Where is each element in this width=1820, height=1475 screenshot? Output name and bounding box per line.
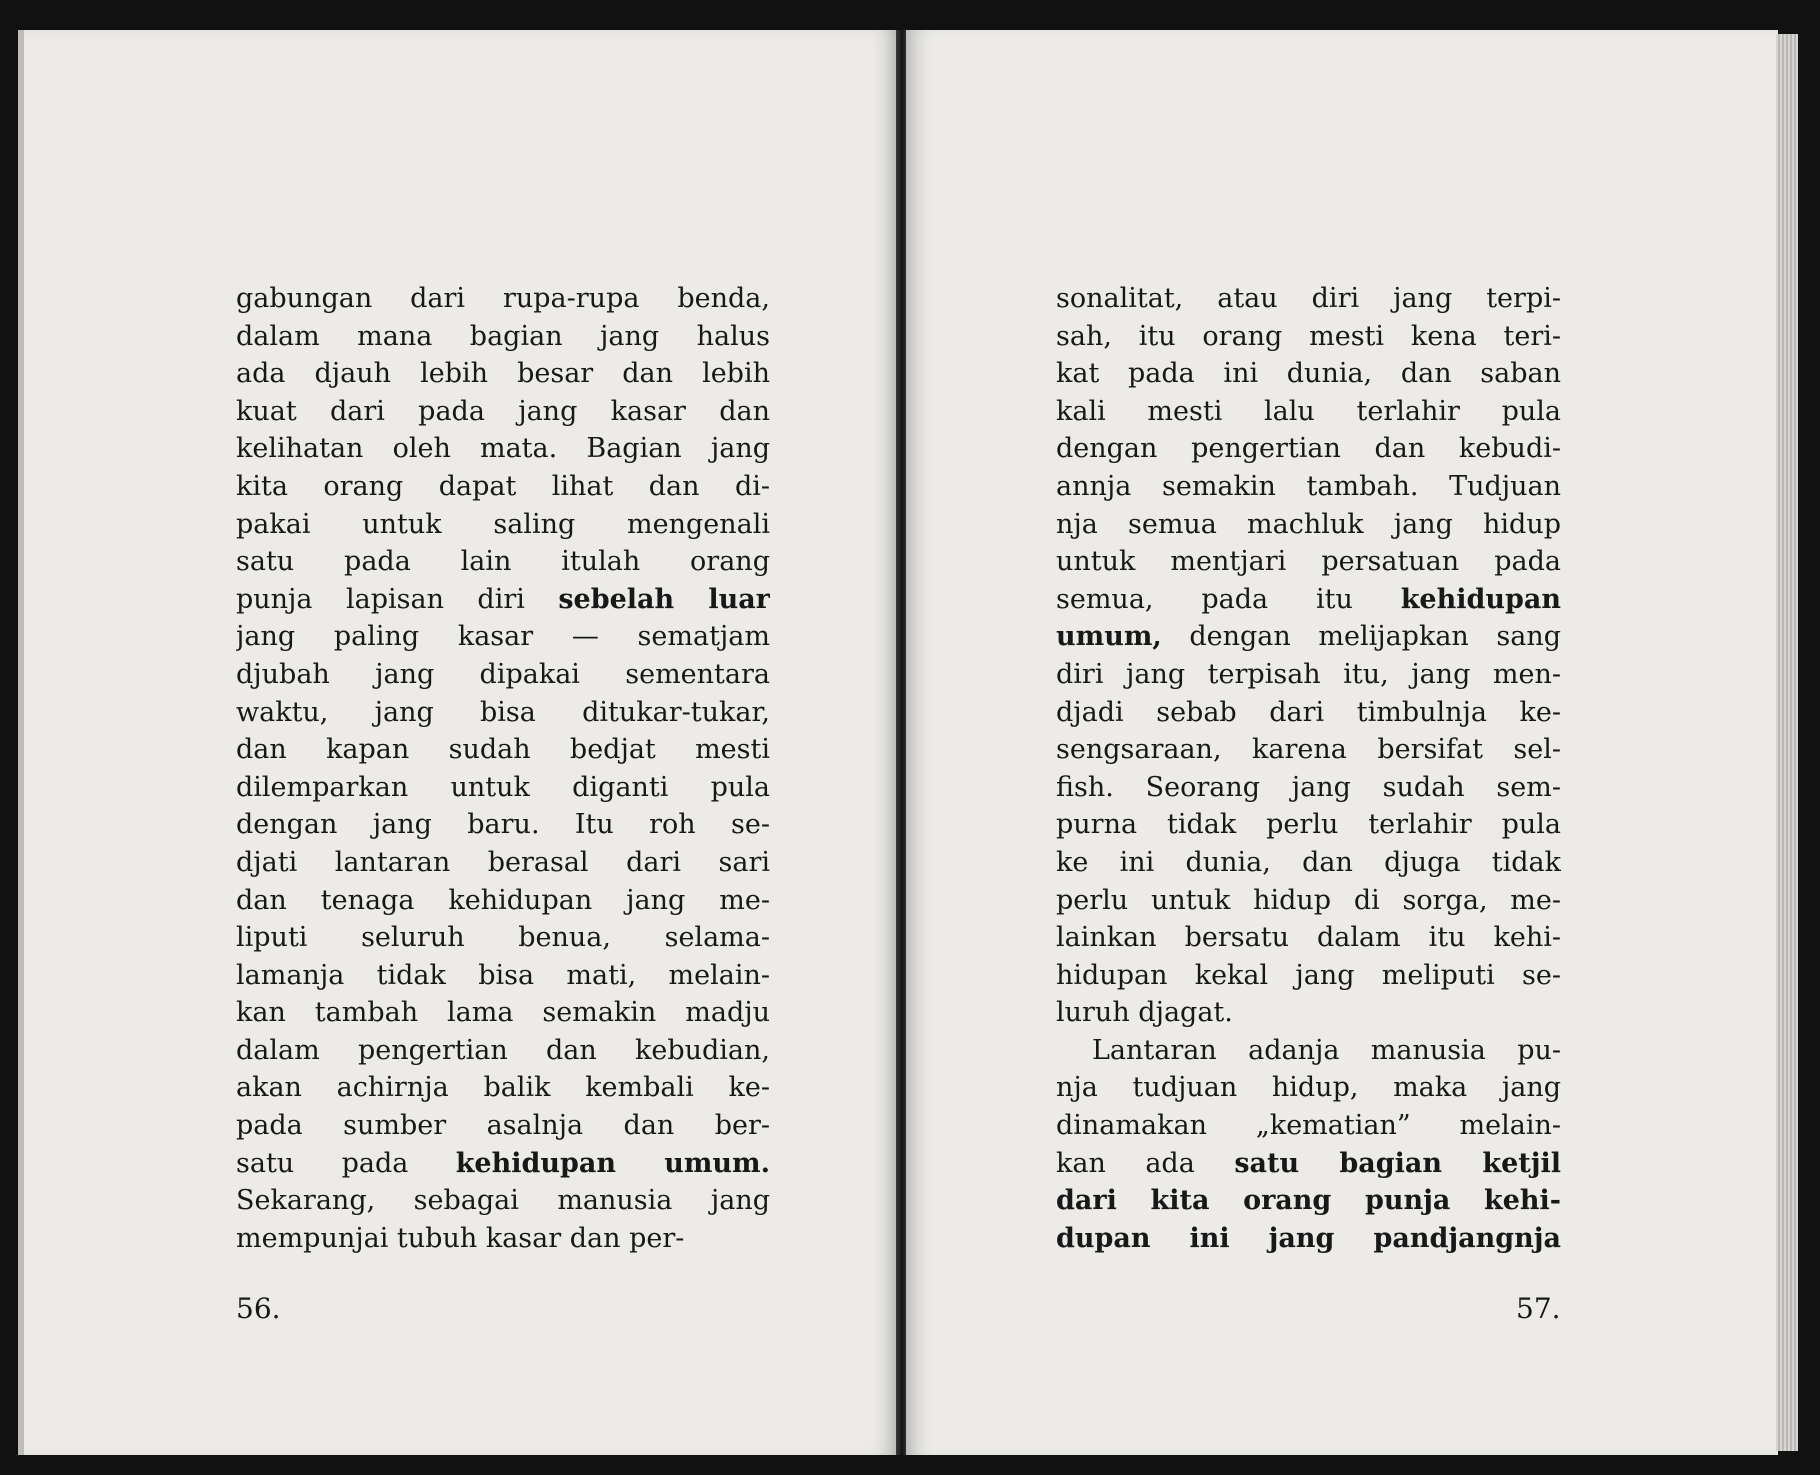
text-segment: sengsaraan, karena bersifat sel- (1056, 734, 1561, 766)
text-line (236, 769, 770, 807)
text-line (1056, 957, 1561, 995)
text-line (236, 581, 770, 619)
text-line (1056, 806, 1561, 844)
text-line (1056, 1145, 1561, 1183)
text-segment: lamanja tidak bisa mati, melain- (236, 959, 770, 991)
text-segment: djati lantaran berasal dari sari (236, 846, 770, 878)
text-line (236, 731, 770, 769)
text-segment: Sekarang, sebagai manusia jang (236, 1185, 770, 1217)
text-line (1056, 430, 1561, 468)
page-stack-edges (1776, 34, 1798, 1451)
text-segment: kat pada ini dunia, dan saban (1056, 358, 1561, 390)
text-segment: perlu untuk hidup di sorga, me- (1056, 884, 1561, 916)
text-segment: pada sumber asalnja dan ber- (236, 1110, 770, 1142)
text-line (1056, 919, 1561, 957)
text-line (236, 1220, 770, 1258)
text-line (236, 957, 770, 995)
text-segment: satu pada (236, 1147, 456, 1179)
bold-text-segment: umum, (1056, 621, 1162, 653)
text-line (1056, 506, 1561, 544)
text-segment: ke ini dunia, dan djuga tidak (1056, 846, 1561, 878)
text-line (236, 430, 770, 468)
left-page-text (236, 280, 770, 1257)
text-line (236, 1145, 770, 1183)
text-line (236, 919, 770, 957)
text-segment: lainkan bersatu dalam itu kehi- (1056, 922, 1561, 954)
text-segment: diri jang terpisah itu, jang men- (1056, 658, 1561, 690)
text-line (236, 318, 770, 356)
text-line (1056, 468, 1561, 506)
text-line (1056, 769, 1561, 807)
text-segment: fish. Seorang jang sudah sem- (1056, 771, 1561, 803)
text-line (1056, 731, 1561, 769)
text-line (1056, 393, 1561, 431)
left-page-number: 56. (236, 1292, 281, 1325)
text-segment: kan tambah lama semakin madju (236, 997, 770, 1029)
text-segment: liputi seluruh benua, selama- (236, 922, 770, 954)
text-line (236, 994, 770, 1032)
text-segment: djadi sebab dari timbulnja ke- (1056, 696, 1561, 728)
text-line (1056, 318, 1561, 356)
right-page-number: 57. (1516, 1292, 1561, 1325)
text-segment: mempunjai tubuh kasar dan per- (236, 1222, 685, 1254)
text-segment: dan tenaga kehidupan jang me- (236, 884, 770, 916)
text-segment: kita orang dapat lihat dan di- (236, 470, 770, 502)
text-segment: nja tudjuan hidup, maka jang (1056, 1072, 1561, 1104)
text-line (1056, 280, 1561, 318)
text-segment: nja semua machluk jang hidup (1056, 508, 1561, 540)
text-segment: dan kapan sudah bedjat mesti (236, 734, 770, 766)
open-book (18, 30, 1798, 1455)
text-segment: jang paling kasar — sematjam (236, 621, 770, 653)
text-segment: dengan pengertian dan kebudi- (1056, 433, 1561, 465)
text-segment: djubah jang dipakai sementara (236, 658, 770, 690)
text-line (1056, 1182, 1561, 1220)
text-segment: dengan melijapkan sang (1161, 621, 1561, 653)
text-line (236, 806, 770, 844)
text-segment: purna tidak perlu terlahir pula (1056, 809, 1561, 841)
text-segment: semua, pada itu (1056, 583, 1401, 615)
text-line (1056, 882, 1561, 920)
left-page-edge (18, 30, 24, 1455)
text-line (1056, 1107, 1561, 1145)
text-line (236, 1107, 770, 1145)
text-segment: hidupan kekal jang meliputi se- (1056, 959, 1561, 991)
text-line (1056, 1032, 1561, 1070)
text-segment: sonalitat, atau diri jang terpi- (1056, 283, 1561, 314)
text-line (236, 844, 770, 882)
text-segment: dinamakan „kematian” melain- (1056, 1110, 1561, 1142)
text-line (236, 543, 770, 581)
text-line (236, 393, 770, 431)
right-page (906, 30, 1778, 1455)
text-segment: ada djauh lebih besar dan lebih (236, 358, 770, 390)
text-line (1056, 694, 1561, 732)
text-segment: waktu, jang bisa ditukar-tukar, (236, 696, 770, 728)
text-segment: gabungan dari rupa-rupa benda, (236, 283, 770, 314)
text-line (1056, 844, 1561, 882)
text-line (236, 1182, 770, 1220)
text-segment: untuk mentjari persatuan pada (1056, 546, 1561, 578)
text-segment: dalam pengertian dan kebudian, (236, 1034, 770, 1066)
text-line (236, 656, 770, 694)
text-line (236, 280, 770, 318)
text-segment: dalam mana bagian jang halus (236, 320, 770, 352)
text-segment: Lantaran adanja manusia pu- (1092, 1034, 1561, 1066)
text-segment: sah, itu orang mesti kena teri- (1056, 320, 1561, 352)
text-line (236, 506, 770, 544)
left-page (18, 30, 898, 1455)
text-line (1056, 618, 1561, 656)
text-line (236, 618, 770, 656)
text-segment: dilemparkan untuk diganti pula (236, 771, 770, 803)
text-segment: luruh djagat. (1056, 997, 1233, 1029)
text-line (1056, 1069, 1561, 1107)
bold-text-segment: kehidupan (1400, 583, 1561, 615)
right-page-text (1056, 280, 1561, 1257)
text-segment: kuat dari pada jang kasar dan (236, 395, 770, 427)
text-line (236, 1032, 770, 1070)
text-line (1056, 656, 1561, 694)
text-line (1056, 581, 1561, 619)
text-segment: kelihatan oleh mata. Bagian jang (236, 433, 770, 465)
text-segment: annja semakin tambah. Tudjuan (1056, 470, 1561, 502)
text-line (1056, 994, 1561, 1032)
text-segment: dengan jang baru. Itu roh se- (236, 809, 770, 841)
text-line (236, 1069, 770, 1107)
text-segment: satu pada lain itulah orang (236, 546, 770, 578)
text-line (236, 694, 770, 732)
bold-text-segment: satu bagian ketjil (1234, 1147, 1561, 1179)
text-line (236, 468, 770, 506)
text-segment: kan ada (1056, 1147, 1235, 1179)
text-line (1056, 1220, 1561, 1258)
bold-text-segment: dupan ini jang pandjangnja (1056, 1222, 1561, 1254)
text-line (236, 355, 770, 393)
bold-text-segment: sebelah luar (558, 583, 770, 615)
text-segment: punja lapisan diri (236, 583, 559, 615)
text-segment: akan achirnja balik kembali ke- (236, 1072, 770, 1104)
text-segment: kali mesti lalu terlahir pula (1056, 395, 1561, 427)
text-line (236, 882, 770, 920)
bold-text-segment: kehidupan umum. (455, 1147, 770, 1179)
text-line (1056, 543, 1561, 581)
bold-text-segment: dari kita orang punja kehi- (1056, 1185, 1561, 1217)
text-line (1056, 355, 1561, 393)
text-segment: pakai untuk saling mengenali (236, 508, 770, 540)
